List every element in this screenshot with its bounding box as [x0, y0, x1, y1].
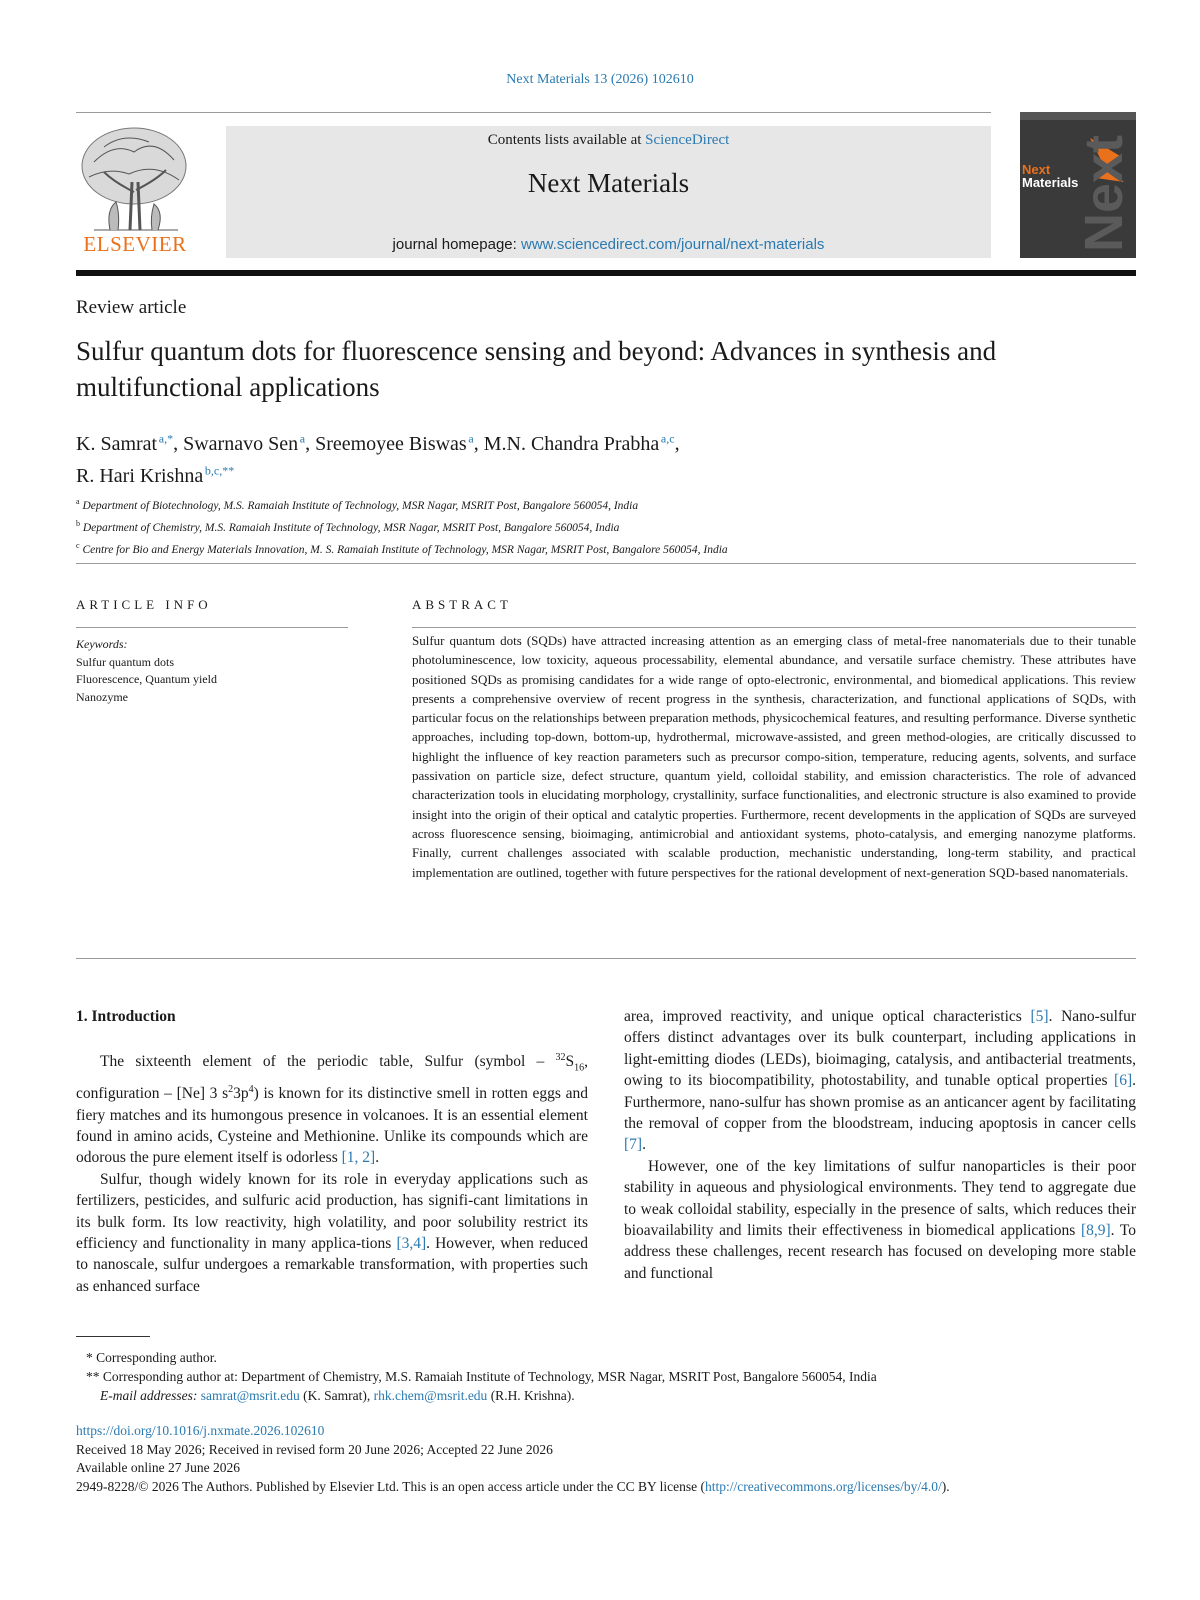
journal-cover-thumbnail[interactable] [1020, 112, 1136, 258]
abstract-bottom-rule [76, 958, 1136, 959]
author-list: K. Samrat $^{a,*}$, Swarnavo Sen $^a$, Sreemoyee Biswas $^a$, M.N. Chandra Prabha $^{a,c}$, R. Hari Krishna $^{b,c,**}$ [76, 431, 680, 488]
reference-link[interactable]: [6] [1114, 1072, 1133, 1090]
article-info-rule [76, 627, 348, 628]
journal-cover-image [1020, 112, 1136, 258]
section-heading: 1. Introduction [76, 1008, 176, 1025]
article-type: Review article [76, 297, 187, 318]
author[interactable]: Swarnavo Sen $^a$ [183, 431, 306, 455]
email-link[interactable]: samrat@msrit.edu [200, 1388, 300, 1403]
elsevier-logo[interactable] [74, 122, 196, 258]
homepage-link[interactable]: www.sciencedirect.com/journal/next-materials [520, 236, 825, 253]
journal-citation[interactable] [0, 72, 1200, 88]
reference-link[interactable]: [7] [624, 1136, 643, 1154]
footnotes [76, 1348, 1136, 1405]
author-affiliation-mark[interactable]: a,* [158, 431, 174, 445]
svg-text:Materials: Materials [1022, 175, 1079, 190]
author[interactable]: R. Hari Krishna $^{b,c,**}$ [76, 463, 235, 488]
journal-name: Next Materials [527, 168, 690, 198]
license-link[interactable]: http://creativecommons.org/licenses/by/4.0/ [705, 1478, 942, 1494]
keyword[interactable]: Nanozyme [76, 689, 128, 704]
article-info-heading: ARTICLE INFO [76, 597, 212, 612]
reference-link[interactable]: [3,4] [396, 1235, 427, 1253]
license-line: 2949-8228/© 2026 The Authors. Published by Elsevier Ltd. This is an open access article under the CC BY license (http://creativecommons.org/licenses/by/4.0/). [76, 1478, 950, 1494]
keyword[interactable]: Sulfur quantum dots [76, 654, 174, 669]
reference-link[interactable]: [1, 2] [341, 1149, 376, 1167]
elsevier-tree-icon [74, 122, 196, 258]
keywords-label: Keywords: [76, 637, 128, 651]
available-online-date: Available online 27 June 2026 [76, 1460, 240, 1475]
doi-link[interactable]: https://doi.org/10.1016/j.nxmate.2026.102610 [76, 1423, 325, 1438]
header-thick-rule [76, 270, 1136, 276]
author-affiliation-mark[interactable]: a [299, 431, 306, 445]
paragraph: The sixteenth element of the periodic table, Sulfur (symbol – $^{32}S_{16}$, configuration – [Ne] 3 $s^23p^4$) is known for its distinctive smell in rotten eggs and fiery matches and its humongous presence in volcanoes. It is an essential element found in amino acids, Cysteine and Methionine. Unlike its compounds which are odorous the pure element itself is odorless [1, 2]. [76, 1052, 588, 1167]
journal-homepage: journal homepage: www.sciencedirect.com/journal/next-materials [392, 236, 825, 253]
author-affiliation-mark[interactable]: a [468, 431, 474, 445]
keyword[interactable]: Fluorescence, Quantum yield [76, 672, 217, 686]
reference-link[interactable]: [8,9] [1080, 1222, 1111, 1240]
sciencedirect-link[interactable]: ScienceDirect [645, 132, 730, 148]
header-rule [76, 112, 991, 113]
affiliation: $^c$ Centre for Bio and Energy Materials Innovation, M. S. Ramaiah Institute of Technology, MSR Nagar, MSRIT Post, Bangalore 560054, India [76, 540, 728, 556]
author-affiliation-mark[interactable]: a,c [660, 431, 675, 445]
article-title: Sulfur quantum dots for fluorescence sensing and beyond: Advances in synthesis and multifunctional applications [76, 336, 997, 402]
paragraph: area, improved reactivity, and unique optical characteristics [5]. Nano-sulfur offers distinct advantages over its bulk counterpart, including applications in light-emitting diodes (LEDs), bioimaging, catalysis, and antibacterial treatments, owing to its biocompatibility, photostability, and tunable optical properties [6]. Furthermore, nano-sulfur has shown promise as an anticancer agent by facilitating the removal of copper from the bloodstream, inducing apoptosis in cancer cells [7]. [624, 1008, 1136, 1154]
author[interactable]: M.N. Chandra Prabha $^{a,c}$ [483, 431, 675, 455]
author-affiliation-mark[interactable]: b,c,** [204, 463, 235, 478]
body-column-right [624, 1006, 1136, 1284]
affiliation-list [76, 493, 1136, 558]
affiliation: $^b$ Department of Chemistry, M.S. Ramaiah Institute of Technology, MSR Nagar, MSRIT Post, Bangalore 560054, India [76, 518, 620, 534]
abstract-heading: ABSTRACT [412, 597, 512, 612]
keywords-block [76, 636, 217, 706]
svg-text:ELSEVIER: ELSEVIER [83, 232, 187, 256]
email-footnote: E-mail addresses: samrat@msrit.edu (K. Samrat), rhk.chem@msrit.edu (R.H. Krishna). [100, 1388, 575, 1403]
author[interactable]: K. Samrat $^{a,*}$ [76, 431, 174, 455]
affiliation: $^a$ Department of Biotechnology, M.S. Ramaiah Institute of Technology, MSR Nagar, MSRIT Post, Bangalore 560054, India [76, 497, 639, 512]
author[interactable]: Sreemoyee Biswas $^a$ [315, 431, 474, 455]
footnote: * Corresponding author. [86, 1350, 217, 1365]
paragraph: However, one of the key limitations of sulfur nanoparticles is their poor stability in aqueous and physiological environments. They tend to aggregate due to weak colloidal stability, especially in the presence of salts, which reduces their bioavailability and limits their effectiveness in biomedical applications [8,9]. To address these challenges, recent research has focused on developing more stable and functional [624, 1157, 1136, 1282]
svg-text:Next: Next [1022, 162, 1051, 177]
abstract-text: Sulfur quantum dots (SQDs) have attracted increasing attention as an emerging class of metal-free nanomaterials due to their tunable photoluminescence, low toxicity, aqueous processability, elemental abundance, and versatile surface chemistry. These attributes have positioned SQDs as promising candidates for a wide range of opto-electronic, environmental, and biomedical applications. This review presents a comprehensive overview of recent progress in the synthesis, characterization, and functional applications of SQDs, with particular focus on the relationships between preparation methods, physicochemical features, and resulting performance. Diverse synthetic approaches, including top-down, bottom-up, hydrothermal, microwave-assisted, and green method-ologies, are critically discussed to highlight the influence of key reaction parameters such as precursor compo-sition, temperature, reducing agents, solvents, and surface passivation on particle size, defect structure, quantum yield, colloidal stability, and emission characteristics. The role of advanced characterization tools in elucidating morphology, crystallinity, surface functionalities, and electronic structure is also examined to provide insight into the origin of their optical and catalytic properties. Furthermore, recent developments in the application of SQDs are surveyed across fluorescence sensing, bioimaging, antimicrobial and antioxidant systems, photo-catalysis, and emerging nanozyme platforms. Finally, current challenges associated with scalable production, mechanistic understanding, long-term stability, and practical implementation are outlined, together with future perspectives for the rational development of next-generation SQD-based nanomaterials. [412, 633, 1136, 880]
journal-header-box [226, 126, 991, 258]
title-block-rule [76, 563, 1136, 564]
article-metadata [76, 1422, 1136, 1496]
footnote: ** Corresponding author at: Department of Chemistry, M.S. Ramaiah Institute of Technology, MSR Nagar, MSRIT Post, Bangalore 560054, India [86, 1369, 877, 1384]
email-link[interactable]: rhk.chem@msrit.edu [373, 1388, 488, 1403]
footnote-rule [76, 1336, 150, 1337]
abstract-rule [412, 627, 1136, 628]
body-column-left [76, 1006, 588, 1297]
citation-link[interactable]: Next Materials 13 (2026) 102610 [506, 72, 694, 87]
received-dates: Received 18 May 2026; Received in revised form 20 June 2026; Accepted 22 June 2026 [76, 1441, 553, 1457]
svg-text:Next: Next [1074, 134, 1134, 252]
reference-link[interactable]: [5] [1030, 1008, 1049, 1025]
paragraph: Sulfur, though widely known for its role in everyday applications such as fertilizers, pesticides, and sulfuric acid production, has signifi-cant limitations in its bulk form. Its low reactivity, high volatility, and poor solubility restrict its efficiency and functionality in many applica-tions [3,4]. However, when reduced to nanoscale, sulfur undergoes a remarkable transformation, with properties such as enhanced surface [76, 1170, 589, 1295]
contents-line: Contents lists available at ScienceDirect [487, 132, 730, 148]
